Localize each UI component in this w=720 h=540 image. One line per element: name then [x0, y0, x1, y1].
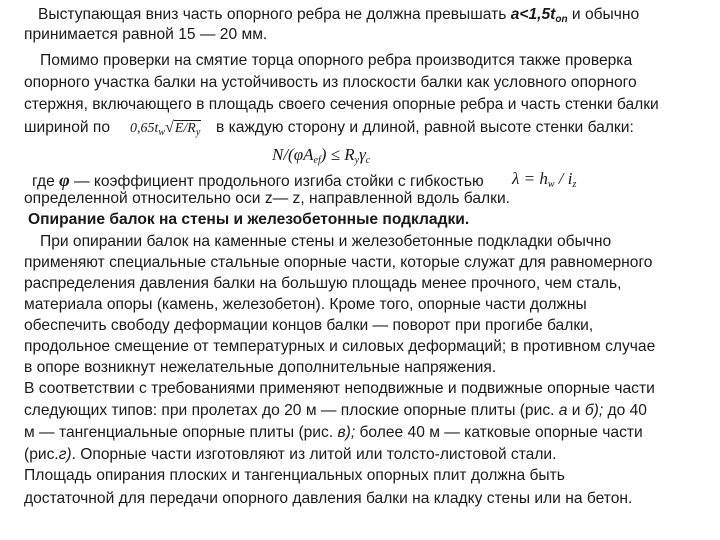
text: до 40	[603, 402, 647, 419]
paragraph-4-line-5: обеспечить свободу деформации концов балки — поворот при прогибе балки,	[24, 317, 594, 334]
phi-symbol: φ	[59, 170, 70, 190]
paragraph-2-line-1: Помимо проверки на смятие торца опорного ребра производится также проверка	[40, 52, 633, 69]
figure-ref: г)	[58, 446, 72, 463]
paragraph-2-line-4-start: шириной по	[24, 119, 111, 136]
formula-text: γ	[359, 145, 366, 164]
figure-ref: а	[558, 402, 568, 419]
formula-text: ) ≤ R	[320, 145, 355, 164]
paragraph-2-line-3: стержня, включающего в площадь своего сечения опорные ребра и часть стенки балки	[24, 96, 659, 113]
text: и обычно	[567, 6, 640, 23]
paragraph-5-line-3	[24, 423, 643, 443]
formula-text: λ = h	[512, 169, 548, 188]
formula-subscript: c	[365, 155, 371, 166]
paragraph-4-line-2: применяют специальные стальные опорные части, которые служат для равномерного	[24, 254, 653, 271]
paragraph-4-line-7: в опоре возникнут нежелательные дополнительные напряжения.	[24, 359, 497, 376]
formula-text: / i	[554, 169, 573, 188]
paragraph-4-line-3: распределения давления балки на большую площадь менее прочного, чем сталь,	[24, 275, 622, 292]
formula-text: a<1,5t	[510, 6, 556, 23]
text: следующих типов: при пролетах до 20 м — плоские опорные плиты (рис.	[24, 402, 559, 419]
formula-text: E/R	[174, 121, 196, 136]
sqrt-sign: √	[165, 119, 174, 136]
figure-ref: в);	[337, 424, 356, 441]
formula-subscript: z	[572, 179, 577, 190]
paragraph-5-line-4	[24, 445, 556, 465]
paragraph-2-line-4-end: в каждую сторону и длиной, равной высоте стенки балки:	[216, 119, 634, 136]
text: — коэффициент продольного изгиба стойки с гибкостью	[69, 173, 484, 190]
paragraph-4-line-1: При опирании балок на каменные стены и железобетонные подкладки обычно	[40, 233, 612, 250]
inline-formula	[511, 6, 568, 23]
paragraph-4-line-4: материала опоры (камень, железобетон). Кроме того, опорные части должны	[24, 296, 587, 313]
formula-subscript: w	[547, 179, 555, 190]
paragraph-5-line-2	[24, 401, 647, 421]
paragraph-6-line-1: Площадь опирания плоских и тангенциальных опорных плит должна быть	[24, 467, 565, 484]
formula-text: 0,65t	[130, 121, 159, 136]
text: и	[567, 402, 585, 419]
paragraph-3-line-2: определенной относительно оси z— z, направленной вдоль балки.	[24, 190, 511, 207]
sqrt-radicand	[174, 120, 201, 136]
figure-ref: б);	[584, 402, 604, 419]
paragraph-5-line-1: В соответствии с требованиями применяют неподвижные и подвижные опорные части	[24, 380, 655, 397]
text: (рис.	[24, 446, 59, 463]
paragraph-2-line-2: опорного участка балки на устойчивость из плоскости балки как условного опорного	[24, 74, 637, 91]
formula-text: N/(φA	[272, 145, 314, 164]
formula-subscript: w	[158, 127, 166, 138]
paragraph-4-line-6: продольное смещение от температурных и силовых деформаций; в противном случае	[24, 338, 656, 355]
text: где	[32, 173, 60, 190]
formula-subscript: y	[354, 155, 360, 166]
section-heading: Опирание балок на стены и железобетонные подкладки.	[28, 211, 470, 228]
text: Выступающая вниз часть опорного ребра не должна превышать	[38, 6, 511, 23]
formula-subscript: ef	[313, 155, 321, 166]
paragraph-6-line-2: достаточной для передачи опорного давления балки на кладку стены или на бетон.	[24, 490, 633, 507]
formula-subscript: y	[195, 127, 201, 138]
text: . Опорные части изготовляют из литой или толсто-листовой стали.	[71, 446, 557, 463]
slenderness-formula	[512, 168, 576, 196]
stability-formula	[272, 144, 370, 172]
text: м — тангенциальные опорные плиты (рис.	[24, 424, 338, 441]
paragraph-1-line-2: принимается равной 15 — 20 мм.	[24, 26, 268, 43]
text: более 40 м — катковые опорные части	[355, 424, 643, 441]
formula-subscript: on	[555, 14, 568, 25]
width-formula	[130, 118, 201, 143]
